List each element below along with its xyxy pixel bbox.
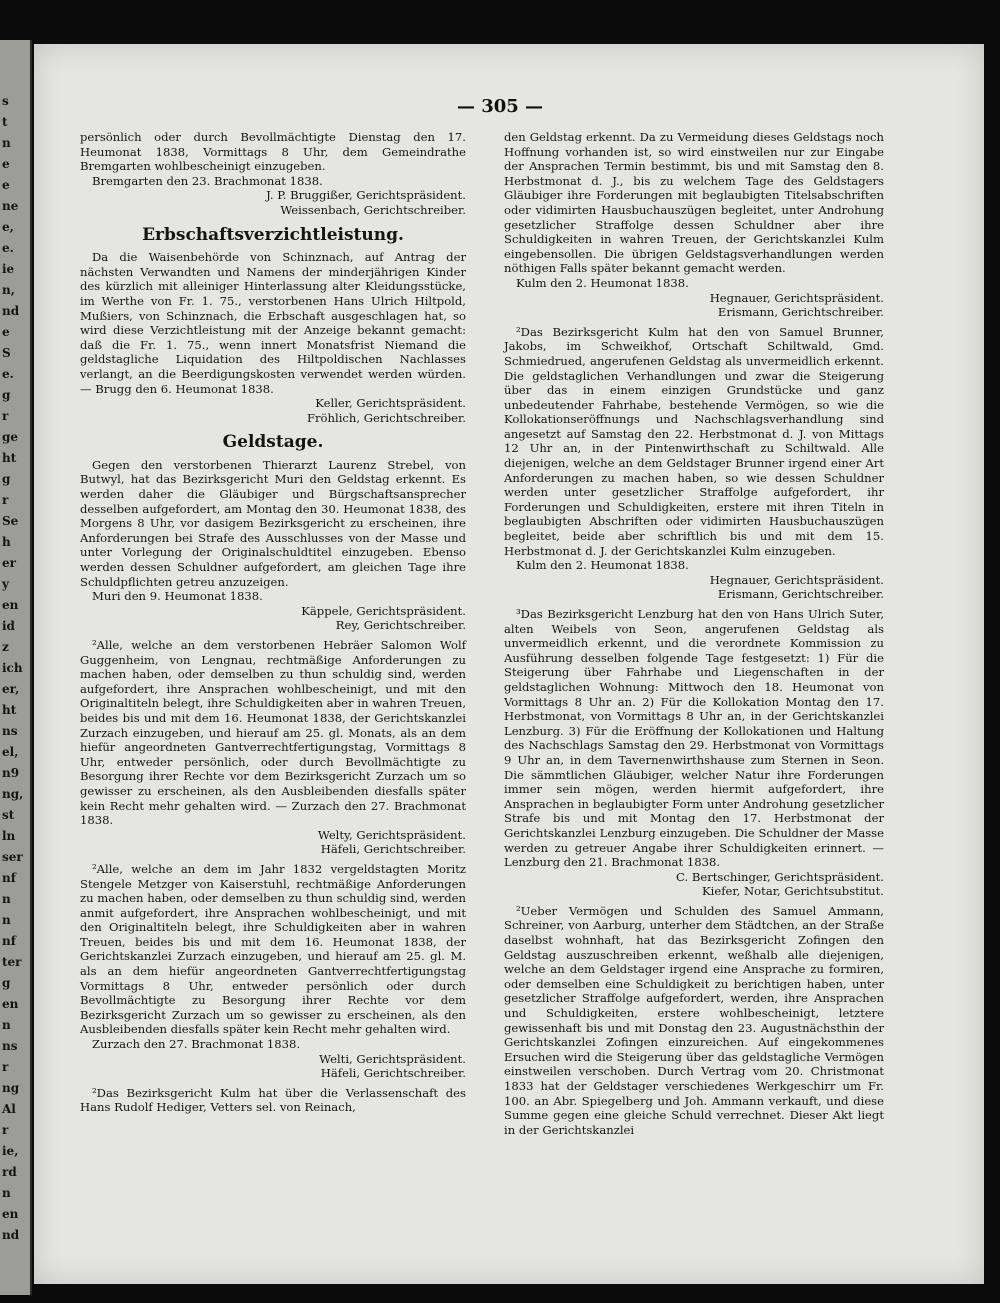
margin-fragment: g <box>2 472 11 486</box>
hediger-signature-clerk: Erismann, Gerichtschreiber. <box>717 305 884 320</box>
geldstag-suter-notice: ³Das Bezirksgericht Lenzburg hat den von Hans Ulrich Suter, alten Weibels von Seon, angerufenen Geldstag als unvermeidlich erkennt, und die verordnete Kommission zu Ausführung desselben folgende Tage festgesetzt: 1) Für die Steigerung über Fahrhabe und Liegenschaften in der geldstaglichen Wohnung: Mittwoch den 18. Heumonat von Vormittags 8 Uhr an. 2) Für die Kollokation Montag den 17. Herbstmonat, von Vormittags 8 Uhr an, in der Gerichtskanzlei Lenzburg. 3) Für die Eröffnung der Kollokationen und Haltung des Nachschlags Samstag den 29. Herbstmonat von Vormittags 9 Uhr an, in dem Tavernenwirthshause zum Sternen in Seon. Die sämmtlichen Gläubiger, welcher Natur ihre Forderungen immer sein mögen, werden hiermit aufgefordert, ihre Ansprachen in beglaubigter Form unter Androhung gesetzlicher Strafe bis und mit Montag den 17. Herbstmonat der Gerichtskanzlei Lenzburg einzugeben. Die Schuldner der Masse werden zu getreuer Angabe ihrer Schuldigkeiten erinnert. — Lenzburg den 21. Brachmonat 1838. <box>504 607 884 870</box>
margin-fragment: en <box>2 598 19 612</box>
margin-fragment: ns <box>2 724 18 738</box>
erbschaft-signature-president: Keller, Gerichtspräsident. <box>315 396 466 411</box>
margin-fragment: er, <box>2 682 20 696</box>
margin-fragment: ht <box>2 703 17 717</box>
margin-fragment: e <box>2 157 10 171</box>
margin-fragment: e <box>2 178 10 192</box>
margin-fragment: e. <box>2 241 14 255</box>
margin-fragment: ie <box>2 262 15 276</box>
margin-fragment: Se <box>2 514 19 528</box>
hediger-continuation: den Geldstag erkennt. Da zu Vermeidung dieses Geldstags noch Hoffnung vorhanden ist, so wird einstweilen nur zur Eingabe der Ansprachen Termin bestimmt, bis und mit Samstag den 8. Herbstmonat d. J., bis zu welchem Tage des Geldstagers Gläubiger ihre Forderungen mit beglaubigten Titelsabschriften oder vidimirten Hausbuchauszügen begleitet, unter Androhung gesetzlicher Straffolge dessen Schuldner aber ihre Schuldigkeiten in wahren Treuen, der Gerichtskanzlei Kulm eingebensollen. Die übrigen Geldstagsverhandlungen werden nöthigen Falls später bekannt gemacht werden. <box>504 130 884 276</box>
hediger-signature-president: Hegnauer, Gerichtspräsident. <box>709 290 884 305</box>
margin-fragment: z <box>2 640 9 654</box>
geldstag-strebel-signature-president: Käppele, Gerichtspräsident. <box>301 603 466 618</box>
margin-fragment: ser <box>2 850 23 864</box>
margin-fragment: ng <box>2 1081 20 1095</box>
geldstag-suter-signature-substitute: Kiefer, Notar, Gerichtsubstitut. <box>702 884 884 899</box>
margin-fragment: y <box>2 577 9 591</box>
geldstag-brunner-notice: ²Das Bezirksgericht Kulm hat den von Samuel Brunner, Jakobs, im Schweikhof, Ortschaft Schiltwald, Gmd. Schmiedrued, angerufenen Geldstag als unvermeidlich erkennt. Die geldstaglichen Verhandlungen und zwar die Steigerung über das in einem einzigen Grundstücke und ganz unbedeutender Fahrhabe, bestehende Vermögen, so wie die Kollokationseröffnungs und Nachschlagsverhandlung sind angesetzt auf Samstag den 22. Herbstmonat d. J. von Mittags 12 Uhr an, in der Pintenwirthschaft zu Schiltwald. Alle diejenigen, welche an dem Geldstager Brunner irgend einer Art Anforderungen zu machen haben, so wie dessen Schuldner werden unter gesetzlicher Straffolge aufgefordert, ihr Forderungen und Schuldigkeiten, erstere mit ihren Titeln in beglaubigten Abschriften oder vidimirten Hausbuchauszügen begleitet, beide aber schriftlich bis und mit dem 15. Herbstmonat d. J. der Gerichtskanzlei Kulm einzugeben. <box>504 324 884 558</box>
margin-fragment: el, <box>2 745 19 759</box>
margin-fragment: e, <box>2 220 14 234</box>
geldstag-guggenheim-signature-president: Welty, Gerichtspräsident. <box>317 827 466 842</box>
margin-fragment: ter <box>2 955 22 969</box>
margin-fragment: ge <box>2 430 19 444</box>
margin-fragment: nf <box>2 934 16 948</box>
margin-fragment: rd <box>2 1165 17 1179</box>
margin-fragment: g <box>2 976 11 990</box>
margin-fragment: ng, <box>2 787 24 801</box>
geldstag-hediger-notice: ²Das Bezirksgericht Kulm hat über die Verlassenschaft des Hans Rudolf Hediger, Vetters sel. von Reinach, <box>80 1085 466 1115</box>
page-number: — 305 — <box>456 96 544 117</box>
margin-fragment: r <box>2 493 9 507</box>
margin-fragment: n9 <box>2 766 20 780</box>
margin-fragment: h <box>2 535 11 549</box>
margin-fragment: n <box>2 913 11 927</box>
margin-fragment: ich <box>2 661 23 675</box>
margin-fragment: n, <box>2 283 15 297</box>
margin-fragment: r <box>2 1060 9 1074</box>
margin-fragment: nd <box>2 1228 20 1242</box>
margin-fragment: nf <box>2 871 16 885</box>
geldstag-stengele-place: Zurzach den 27. Brachmonat 1838. <box>92 1037 301 1052</box>
geldstag-ammann-notice: ²Ueber Vermögen und Schulden des Samuel Ammann, Schreiner, von Aarburg, unterher dem Städtchen, an der Straße daselbst wohnhaft, hat das Bezirksgericht Zofingen den Geldstag auszuschreiben erkennt, weßhalb alle diejenigen, welche an dem Geldstager irgend eine Ansprache zu formiren, oder demselben eine Schuldigkeit zu berichtigen haben, unter gesetzlicher Straffolge aufgefordert, werden, ihre Ansprachen und Schuldigkeiten, erstere wohlbescheinigt, letztere gewissenhaft bis und mit Donstag den 23. Augustnächsthin der Gerichtskanzlei Zofingen einzureichen. Auf eingekommenes Ersuchen wird die Steigerung über das geldstagliche Vermögen einstweilen verschoben. Durch Vertrag vom 20. Christmonat 1833 hat der Geldstager verschiedenes Werkgeschirr um Fr. 100. an Abr. Spiegelberg und Joh. Ammann verkauft, und diese Summe gegen eine gleiche Schuld verrechnet. Dieser Akt liegt in der Gerichtskanzlei <box>504 903 884 1137</box>
geldstag-stengele-notice: ²Alle, welche an dem im Jahr 1832 vergeldstagten Moritz Stengele Metzger von Kaiserstuhl, rechtmäßige Anforderungen zu machen haben, oder demselben zu thun schuldig sind, werden anmit aufgefordert, ihre Ansprachen wohlbescheinigt, und mit den Originaltiteln belegt, ihre Schuldigkeiten aber in wahren Treuen, beides bis und mit dem 16. Heumonat 1838, der Gerichtskanzlei Zurzach einzugeben, und hierauf am 25. gl. M. als an dem hiefür angeordneten Gantverrechtfertigungstag Vormittags 8 Uhr, entweder persönlich oder durch Bevollmächtigte zu Besorgung ihrer Rechte vor dem Bezirksgericht Zurzach um so gewisser zu erscheinen, als den Ausbleibenden diesfalls später kein Recht mehr gehalten wird. <box>80 861 466 1037</box>
geldstag-stengele-signature-president: Welti, Gerichtspräsident. <box>319 1051 466 1066</box>
margin-fragment: id <box>2 619 15 633</box>
geldstag-guggenheim-signature-clerk: Häfeli, Gerichtschreiber. <box>320 842 466 857</box>
top-signature-clerk: Weissenbach, Gerichtschreiber. <box>280 202 466 217</box>
margin-fragment: n <box>2 1186 11 1200</box>
margin-fragment: e <box>2 325 10 339</box>
geldstag-guggenheim-notice: ²Alle, welche an dem verstorbenen Hebräer Salomon Wolf Guggenheim, von Lengnau, rechtmäßige Anforderungen zu machen haben, oder demselben zu thun schuldig sind, werden aufgefordert, ihre Ansprachen wohlbescheinigt, und mit den Originaltiteln belegt, ihre Schuldigkeiten aber in wahren Treuen, beides bis und mit dem 16. Heumonat 1838, der Gerichtskanzlei Zurzach einzugeben, und hierauf am 25. gl. Monats, als an dem hiefür angeordneten Gantverrechtfertigungstag, Vormittags 8 Uhr, entweder persönlich, oder durch Bevollmächtigte zu Besorgung ihrer Rechte vor dem Bezirksgericht Zurzach um so gewisser zu erscheinen, als den Ausbleibenden diesfalls später kein Recht mehr gehalten wird. — Zurzach den 27. Brachmonat 1838. <box>80 638 466 828</box>
margin-fragment: nd <box>2 304 20 318</box>
margin-fragment: ne <box>2 199 19 213</box>
margin-fragment: r <box>2 1123 9 1137</box>
left-column <box>80 130 466 1115</box>
margin-fragment: t <box>2 115 8 129</box>
margin-fragment: er <box>2 556 16 570</box>
margin-fragment: ns <box>2 1039 18 1053</box>
margin-fragment: en <box>2 1207 19 1221</box>
margin-fragment: s <box>2 94 9 108</box>
top-paragraph: persönlich oder durch Bevollmächtigte Dienstag den 17. Heumonat 1838, Vormittags 8 Uhr, dem Gemeindrathe Bremgarten wohlbescheinigt einzugeben. <box>80 130 466 174</box>
margin-fragment: r <box>2 409 9 423</box>
margin-fragment: g <box>2 388 11 402</box>
margin-fragment: n <box>2 892 11 906</box>
heading-geldstage: Geldstage. <box>222 432 324 453</box>
geldstag-brunner-signature-clerk: Erismann, Gerichtschreiber. <box>717 587 884 602</box>
margin-fragment: en <box>2 997 19 1011</box>
geldstag-strebel-signature-clerk: Rey, Gerichtschreiber. <box>335 618 466 633</box>
geldstag-brunner-place: Kulm den 2. Heumonat 1838. <box>516 558 689 573</box>
geldstag-stengele-signature-clerk: Häfeli, Gerichtschreiber. <box>320 1066 466 1081</box>
erbschaft-signature-clerk: Fröhlich, Gerichtschreiber. <box>306 410 466 425</box>
margin-fragment: S <box>2 346 11 360</box>
top-place-date: Bremgarten den 23. Brachmonat 1838. <box>92 173 323 188</box>
geldstag-brunner-signature-president: Hegnauer, Gerichtspräsident. <box>709 572 884 587</box>
margin-fragment: st <box>2 808 15 822</box>
hediger-place: Kulm den 2. Heumonat 1838. <box>516 275 689 290</box>
erbschaft-notice: Da die Waisenbehörde von Schinznach, auf Antrag der nächsten Verwandten und Namens der minderjährigen Kinder des kürzlich mit alleiniger Hinterlassung alter Kleidungsstücke, im Werthe von Fr. 1. 75., verstorbenen Hans Ulrich Hiltpold, Mußiers, von Schinznach, die Erbschaft ausgeschlagen hat, so wird diese Verzichtleistung mit der Anzeige bekannt gemacht: daß die Fr. 1. 75., wenn innert Monatsfrist Niemand die geldstagliche Liquidation des Hiltpoldischen Nachlasses verlangt, an die Beerdigungskosten verwendet werden würden. — Brugg den 6. Heumonat 1838. <box>80 250 466 396</box>
margin-fragment: n <box>2 1018 11 1032</box>
margin-fragment: Al <box>2 1102 16 1116</box>
heading-erbschaftsverzicht: Erbschaftsverzichtleistung. <box>142 224 404 245</box>
margin-fragment: n <box>2 136 11 150</box>
margin-fragment: ie, <box>2 1144 19 1158</box>
adjacent-page-strip <box>0 40 32 1295</box>
geldstag-suter-signature-president: C. Bertschinger, Gerichtspräsident. <box>676 869 884 884</box>
margin-fragment: ht <box>2 451 17 465</box>
margin-fragment: e. <box>2 367 14 381</box>
top-signature-president: J. P. Bruggißer, Gerichtspräsident. <box>266 188 466 203</box>
geldstag-strebel-place: Muri den 9. Heumonat 1838. <box>92 589 263 604</box>
geldstag-strebel-notice: Gegen den verstorbenen Thierarzt Laurenz Strebel, von Butwyl, hat das Bezirksgericht Muri den Geldstag erkennt. Es werden daher die Gläubiger und Bürgschaftsansprecher desselben aufgefordert, am Montag den 30. Heumonat 1838, des Morgens 8 Uhr, vor dasigem Bezirksgericht zu erscheinen, ihre Anforderungen bei Strafe des Ausschlusses von der Masse und unter Vorlegung der Originalschuldtitel einzugeben. Ebenso werden dessen Schuldner aufgefordert, am gleichen Tage ihre Schuldpflichten getreu anzuzeigen. <box>80 457 466 589</box>
right-column <box>504 130 884 1137</box>
margin-fragment: ln <box>2 829 16 843</box>
